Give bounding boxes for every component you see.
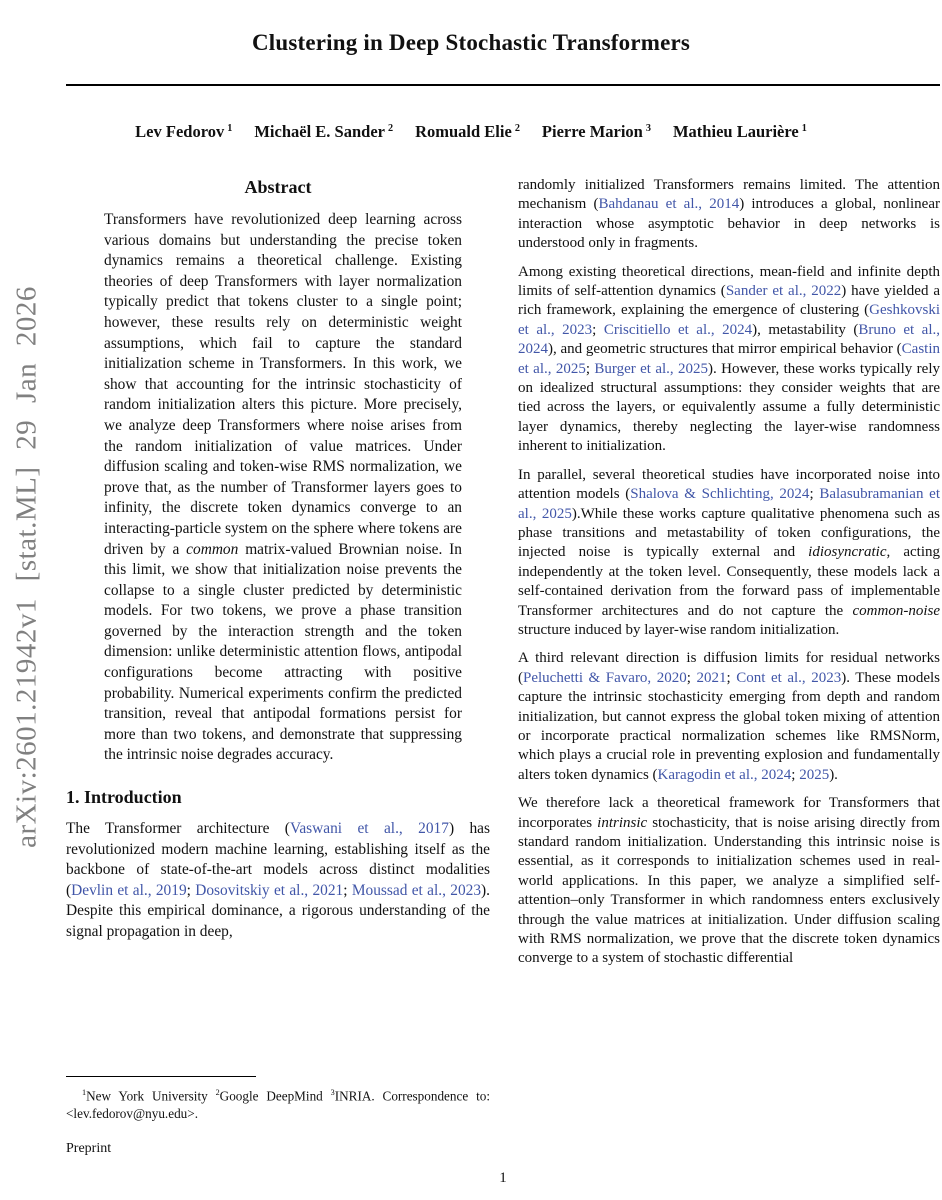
citation-link[interactable]: Sander et al., 2022 [725,283,842,300]
citation-link[interactable]: Bahdanau et al., 2014 [598,196,740,213]
citation-link[interactable]: Criscitiello et al., 2024 [603,321,753,338]
footnote-marker: 3 [330,1088,335,1097]
page-number: 1 [499,1170,507,1186]
body-paragraph: randomly initialized Transformers remains limited. The attention mechanism (Bahdanau et al., 2014) introduces a global, nonlinear interaction whose asymptotic behavior in deep networks is understood only in fragments. [518,177,940,252]
citation-link[interactable]: Dosovitskiy et al., 2021 [195,881,344,899]
body-paragraph: We therefore lack a theoretical framework for Transformers that incorporates intrinsic stochasticity, that is noise arising directly from standard random initialization. Understanding this intrinsic noise is essential, as it corresponds to initialization schemes used in real-world applications. In this paper, we analyze a simplified self-attention–only Transformer in which randomness enters exclusively through the value matrices at initialization. Under diffusion scaling with RMS normalization, we prove that the discrete token dynamics converge to a system of stochastic differential [518,795,940,967]
abstract-heading: Abstract [244,177,312,197]
author-affiliation-marker: 2 [514,122,520,134]
author: Romuald Elie $^2$ [415,122,520,141]
author-affiliation-marker: 1 [801,122,807,134]
footnote-marker: 2 [215,1088,220,1097]
preprint-label: Preprint [66,1141,112,1156]
emphasis-text: common [186,540,239,558]
citation-link[interactable]: Cont et al., 2023 [736,669,842,686]
right-column [518,176,940,969]
citation-link[interactable]: 2021 [696,669,727,686]
body-paragraph: A third relevant direction is diffusion limits for residual networks (Peluchetti & Favaro, 2020; 2021; Cont et al., 2023). These models capture the intrinsic stochasticity emerging from depth and random initialization, but cannot express the global token mixing of attention or incorporate practical normalization schemes like RMSNorm, which plays a crucial role in preventing explosion and fundamentally alters token dynamics (Karagodin et al., 2024; 2025). [518,650,940,783]
footnote-rule [66,1076,256,1077]
section-heading-introduction: 1. Introduction [66,787,182,808]
footnote-marker: 1 [82,1088,87,1097]
citation-link[interactable]: 2025 [799,766,830,783]
citation-link[interactable]: Balasubramanian et al., 2025 [518,486,940,522]
footnote-text: $^1$New York University $^2$Google DeepMind $^3$INRIA. Correspondence to: <lev.fedorov@nyu.edu>. [66,1088,491,1121]
footnote-block [66,1076,490,1122]
body-paragraph: Among existing theoretical directions, mean-field and infinite depth limits of self-attention dynamics (Sander et al., 2022) have yielded a rich framework, explaining the emergence of clustering (Geshkovski et al., 2023; Criscitiello et al., 2024), metastability (Bruno et al., 2024), and geometric structures that mirror empirical behavior (Castin et al., 2025; Burger et al., 2025). However, these works typically rely on idealized structural assumptions: they consider weights that are tied across the layers, or equivalently assume a fully deterministic layer dynamics, thereby neglecting the layer-wise randomness inherent to initialization. [518,263,941,455]
left-column [66,176,490,943]
citation-link[interactable]: Moussad et al., 2023 [351,881,482,899]
body-paragraph: The Transformer architecture (Vaswani et al., 2017) has revolutionized modern machine learning, establishing itself as the backbone of state-of-the-art models across distinct modalities (Devlin et al., 2019; Dosovitskiy et al., 2021; Moussad et al., 2023). Despite this empirical dominance, a rigorous understanding of the signal propagation in deep, [66,820,491,940]
citation-link[interactable]: Shalova & Schlichting, 2024 [630,486,810,503]
abstract-body: Transformers have revolutionized deep learning across various domains but understanding the precise token dynamics remains a theoretical challenge. Existing theories of deep Transformers with layer normalization typically predict that tokens cluster to a single point; however, these results rely on deterministic weight assumptions, which fail to capture the standard initialization scheme in Transformers. In this work, we show that accounting for the intrinsic stochasticity of random initialization alters this picture. More precisely, we analyze deep Transformers where noise arises from the random initialization of value matrices. Under diffusion scaling and token-wise RMS normalization, we prove that, as the number of Transformer layers goes to infinity, the discrete token dynamics converge to an interacting-particle system on the sphere where tokens are driven by a common matrix-valued Brownian noise. In this limit, we show that initialization noise prevents the collapse to a single cluster predicted by deterministic models. For two tokens, we prove a phase transition governed by the interaction strength and the token dimension: unlike deterministic attention flows, antipodal configurations become attracting with positive probability. Numerical experiments confirm the predicted transition, reveal that antipodal formations persist for more than two tokens, and demonstrate that suppressing the intrinsic noise degrades accuracy. [104,211,462,764]
citation-link[interactable]: Peluchetti & Favaro, 2020 [523,669,687,686]
author: Mathieu Laurière $^1$ [672,122,807,141]
author-affiliation-marker: 2 [387,122,394,134]
citation-link[interactable]: Bruno et al., 2024 [518,321,941,358]
author: Lev Fedorov $^1$ [135,122,233,141]
citation-link[interactable]: Geshkovski et al., 2023 [518,302,940,338]
emphasis-text: intrinsic [597,814,648,831]
author-affiliation-marker: 1 [227,122,233,134]
citation-link[interactable]: Karagodin et al., 2024 [657,766,792,783]
author: Pierre Marion $^3$ [541,122,651,141]
citation-link[interactable]: Burger et al., 2025 [594,360,709,377]
emphasis-text: common-noise [852,602,940,619]
emphasis-text: idiosyncratic [808,544,887,561]
body-paragraph: In parallel, several theoretical studies have incorporated noise into attention models (Shalova & Schlichting, 2024; Balasubramanian et al., 2025).While these works capture qualitative phenomena such as phase transitions and metastability of token configurations, the injected noise is typically external and idiosyncratic, acting independently at the token level. Consequently, these models lack a self-contained derivation from the forward pass of implementable Transformer architectures and do not capture the common-noise structure induced by layer-wise random initialization. [518,466,940,638]
authors-line [0,122,942,142]
paper-title: Clustering in Deep Stochastic Transformers [251,30,691,55]
citation-link[interactable]: Castin et al., 2025 [518,341,940,377]
author-affiliation-marker: 3 [645,122,651,134]
arxiv-banner: arXiv:2601.21942v1 [stat.ML] 29 Jan 2026 [10,286,43,848]
title-rule [66,84,940,86]
citation-link[interactable]: Vaswani et al., 2017 [289,820,449,838]
author: Michaël E. Sander $^2$ [254,122,394,141]
citation-link[interactable]: Devlin et al., 2019 [71,881,187,899]
